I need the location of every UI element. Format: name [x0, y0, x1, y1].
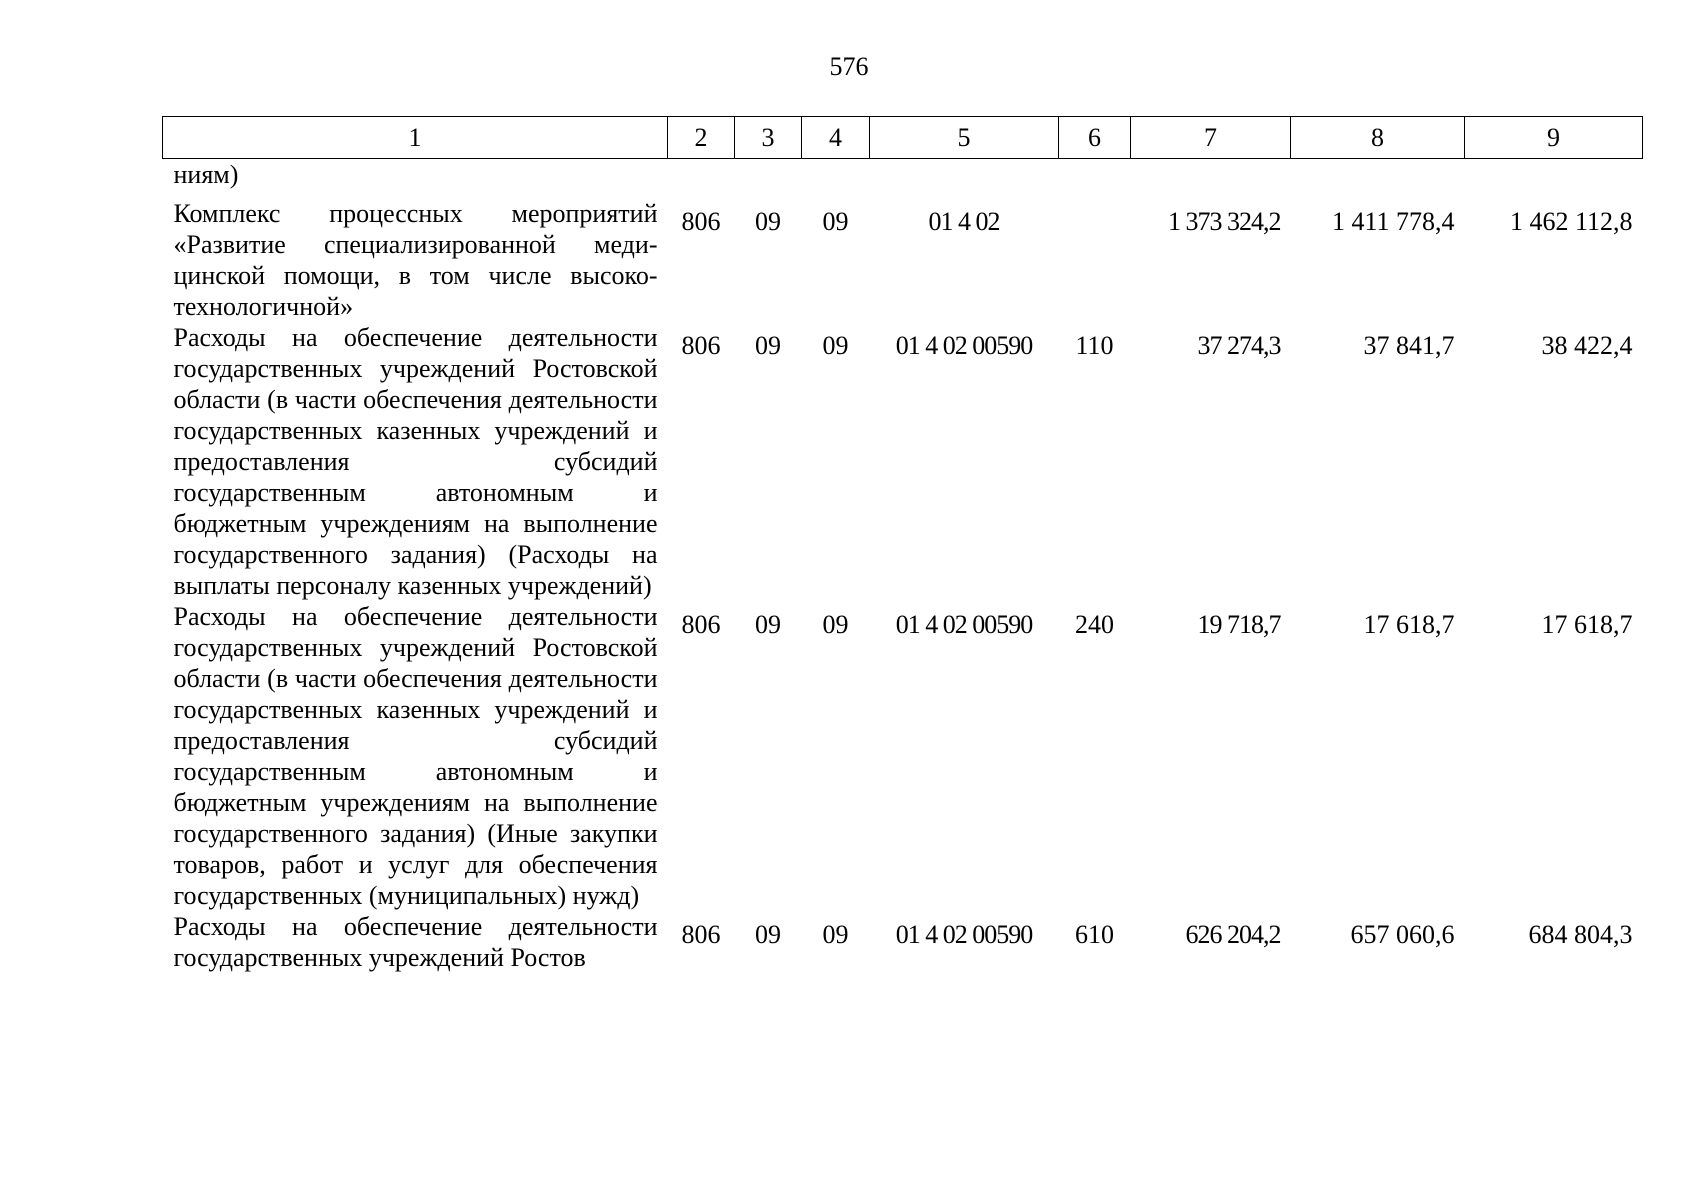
continuation-row — [163, 159, 1643, 199]
subsection-code: 09 — [822, 610, 849, 639]
header-col-9: 9 — [1465, 117, 1643, 159]
table-header — [163, 117, 1643, 159]
amount-col-7: 37 274,3 — [1197, 331, 1281, 360]
amount-col-8: 37 841,7 — [1363, 331, 1455, 360]
amount-col-7: 19 718,7 — [1197, 610, 1281, 639]
row-description: Расходы на обеспечение деятельности государственных учреждений Ростовской области (в части обеспечения деятельности государственных казенных учреждений и предоставления субсидий государственным автономным и бюджетным учреждениям на выполнение государственного задания) (Иные закупки товаров, работ и услуг для обеспечения государственных (муниципальных) нужд) — [173, 602, 658, 910]
header-col-3: 3 — [735, 117, 802, 159]
grbs-code: 806 — [681, 207, 721, 236]
section-code: 09 — [755, 331, 781, 360]
expense-type-code — [1059, 198, 1131, 322]
amount-col-8: 1 411 778,4 — [1331, 207, 1455, 236]
table-row — [163, 911, 1643, 973]
header-col-5: 5 — [870, 117, 1059, 159]
target-article-code: 01 4 02 00590 — [895, 920, 1033, 949]
budget-table — [162, 116, 1643, 973]
amount-col-9: 38 422,4 — [1541, 331, 1633, 360]
grbs-code: 806 — [681, 920, 721, 949]
header-col-1: 1 — [163, 117, 668, 159]
target-article-code: 01 4 02 00590 — [895, 610, 1033, 639]
amount-col-8: 17 618,7 — [1363, 610, 1455, 639]
continuation-text: ниям) — [173, 160, 239, 189]
row-description: Комплекс процессных мероприятий «Развитие специализированной медицинской помощи, в том числе высокотехнологичной» — [173, 199, 658, 321]
grbs-code: 806 — [681, 610, 721, 639]
section-code: 09 — [755, 207, 781, 236]
expense-type-code: 240 — [1075, 610, 1114, 639]
page-number: 576 — [829, 52, 869, 81]
header-col-7: 7 — [1131, 117, 1291, 159]
header-row — [163, 117, 1643, 159]
grbs-code: 806 — [681, 331, 721, 360]
header-col-4: 4 — [802, 117, 870, 159]
header-col-6: 6 — [1059, 117, 1131, 159]
amount-col-9: 1 462 112,8 — [1509, 207, 1633, 236]
amount-col-7: 626 204,2 — [1185, 920, 1281, 949]
expense-type-code: 110 — [1075, 331, 1114, 360]
table-row — [163, 198, 1643, 322]
amount-col-7: 1 373 324,2 — [1168, 207, 1281, 236]
table-body — [163, 159, 1643, 974]
subsection-code: 09 — [822, 920, 849, 949]
row-description: Расходы на обеспечение деятельности государственных учреждений Ростовской области (в части обеспечения деятельности государственных казенных учреждений и предоставления субсидий государственным автономным и бюджетным учреждениям на выполнение государственного задания) (Расходы на выплаты персоналу казенных учреждений) — [173, 323, 658, 600]
subsection-code: 09 — [822, 207, 849, 236]
target-article-code: 01 4 02 — [928, 207, 1000, 236]
section-code: 09 — [755, 610, 781, 639]
section-code: 09 — [755, 920, 781, 949]
expense-type-code: 610 — [1075, 920, 1114, 949]
header-col-8: 8 — [1291, 117, 1465, 159]
amount-col-8: 657 060,6 — [1350, 920, 1455, 949]
amount-col-9: 17 618,7 — [1541, 610, 1633, 639]
table-row — [163, 601, 1643, 911]
row-description: Расходы на обеспечение деятельности государственных учреждений Ростов — [173, 912, 658, 972]
subsection-code: 09 — [822, 331, 849, 360]
target-article-code: 01 4 02 00590 — [895, 331, 1033, 360]
table-row — [163, 322, 1643, 601]
header-col-2: 2 — [668, 117, 735, 159]
amount-col-9: 684 804,3 — [1528, 920, 1633, 949]
